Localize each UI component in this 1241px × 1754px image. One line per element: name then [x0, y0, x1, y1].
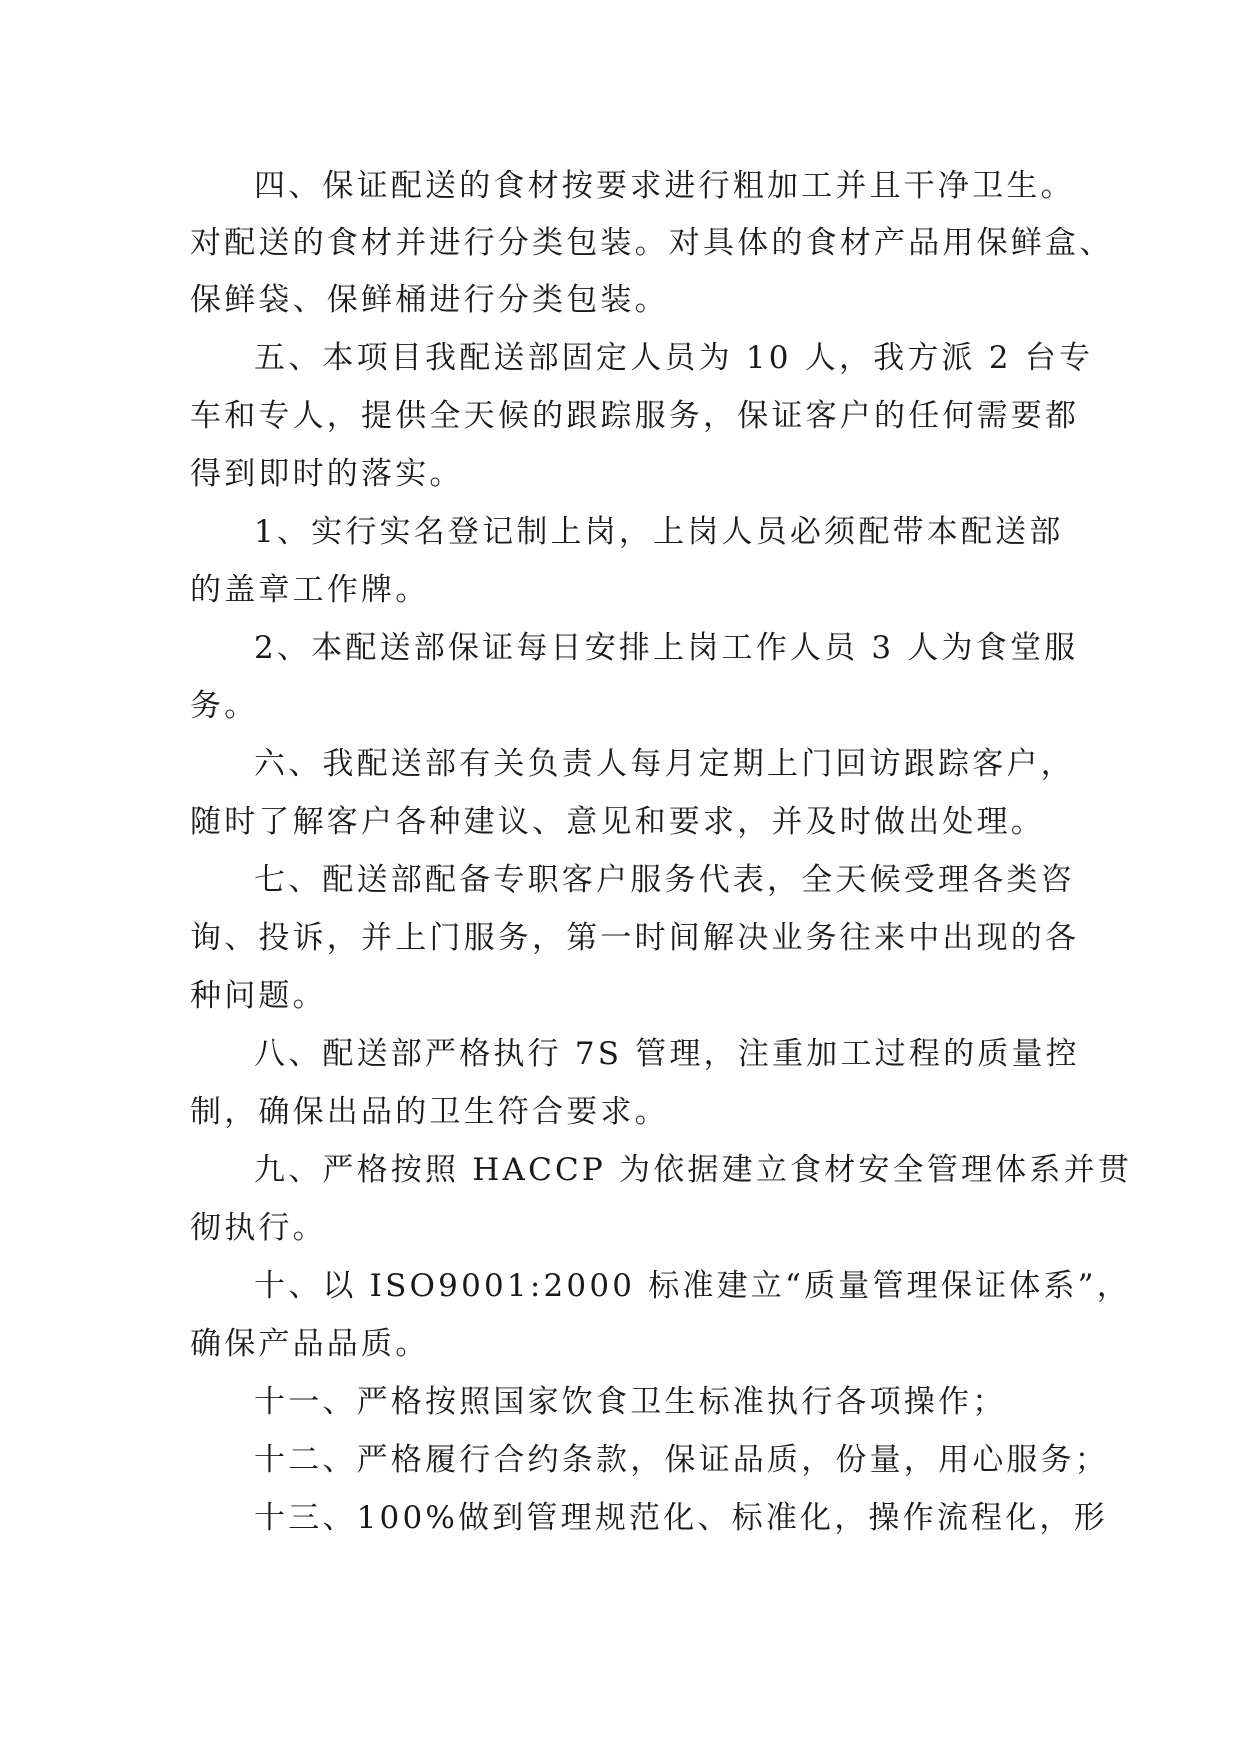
paragraph-10-line-1: 十、以 ISO9001:2000 标准建立“质量管理保证体系”，: [254, 1268, 1131, 1304]
item-2-line-1: 2、本配送部保证每日安排上岗工作人员 3 人为食堂服: [254, 630, 1079, 666]
paragraph-4-line-3: 保鲜袋、保鲜桶进行分类包装。: [190, 282, 669, 318]
paragraph-7-line-2: 询、投诉，并上门服务，第一时间解决业务往来中出现的各: [190, 920, 1080, 956]
paragraph-10-line-2: 确保产品品质。: [190, 1326, 430, 1362]
paragraph-9-line-2: 彻执行。: [190, 1210, 327, 1246]
paragraph-11-line-1: 十一、严格按照国家饮食卫生标准执行各项操作；: [254, 1384, 1007, 1420]
paragraph-9-line-1: 九、严格按照 HACCP 为依据建立食材安全管理体系并贯: [254, 1152, 1133, 1188]
paragraph-4-line-1: 四、保证配送的食材按要求进行粗加工并且干净卫生。: [254, 168, 1075, 204]
paragraph-5-line-1: 五、本项目我配送部固定人员为 10 人，我方派 2 台专: [254, 340, 1094, 376]
item-2-line-2: 务。: [190, 688, 259, 724]
paragraph-13-line-1: 十三、100%做到管理规范化、标准化，操作流程化，形: [254, 1500, 1108, 1536]
paragraph-12-line-1: 十二、严格履行合约条款，保证品质，份量，用心服务；: [254, 1442, 1109, 1478]
paragraph-5-line-3: 得到即时的落实。: [190, 456, 464, 492]
paragraph-7-line-1: 七、配送部配备专职客户服务代表，全天候受理各类咨: [254, 862, 1075, 898]
paragraph-4-line-2: 对配送的食材并进行分类包装。对具体的食材产品用保鲜盒、: [190, 225, 1114, 261]
paragraph-8-line-2: 制，确保出品的卫生符合要求。: [190, 1094, 669, 1130]
paragraph-6-line-1: 六、我配送部有关负责人每月定期上门回访跟踪客户，: [254, 746, 1075, 782]
paragraph-6-line-2: 随时了解客户各种建议、意见和要求，并及时做出处理。: [190, 804, 1045, 840]
paragraph-7-line-3: 种问题。: [190, 978, 327, 1014]
paragraph-8-line-1: 八、配送部严格执行 7S 管理，注重加工过程的质量控: [254, 1036, 1080, 1072]
item-1-line-2: 的盖章工作牌。: [190, 572, 430, 608]
paragraph-5-line-2: 车和专人，提供全天候的跟踪服务，保证客户的任何需要都: [190, 398, 1080, 434]
item-1-line-1: 1、实行实名登记制上岗，上岗人员必须配带本配送部: [254, 514, 1064, 550]
